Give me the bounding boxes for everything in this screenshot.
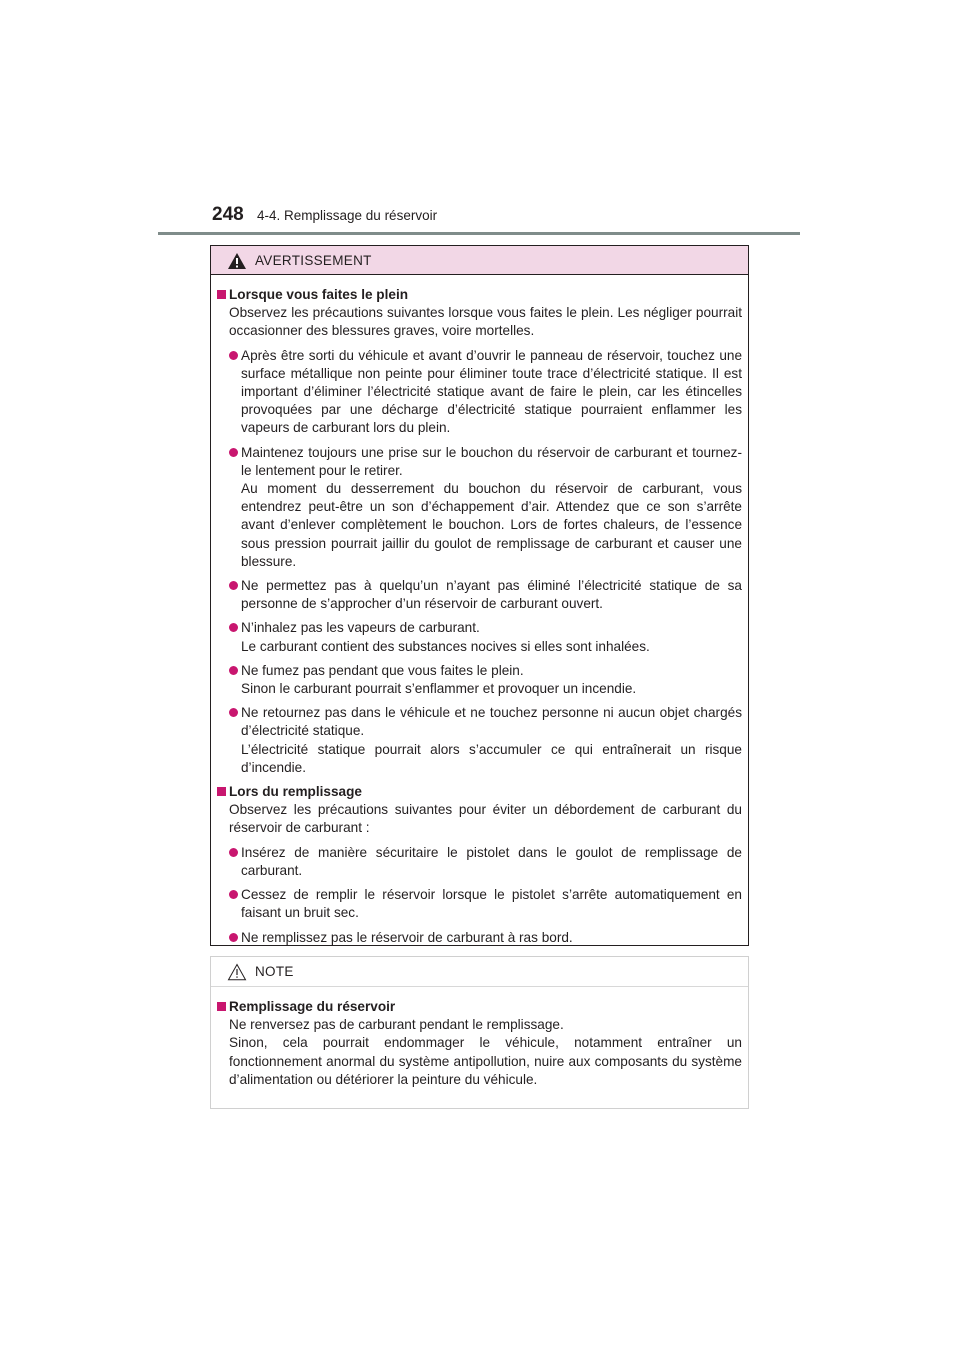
square-bullet-icon <box>217 787 226 796</box>
warning-label: AVERTISSEMENT <box>255 253 372 268</box>
section-intro: Observez les précautions suivantes lorsque vous faites le plein. Les négliger pourrait occasionner des blessures graves, voire mortelles. <box>229 305 742 339</box>
round-bullet-icon <box>229 581 238 590</box>
note-header <box>211 957 748 987</box>
warning-body <box>211 275 748 947</box>
note-body <box>211 987 748 1089</box>
square-bullet-icon <box>217 1002 226 1011</box>
note-label: NOTE <box>255 964 294 979</box>
section-title: Lors du remplissage <box>217 783 742 801</box>
section-title: Remplissage du réservoir <box>217 998 742 1016</box>
list-item: Ne retournez pas dans le véhicule et ne touchez personne ni aucun objet chargés d’électricité statique. L’électricité statique pourrait alors s’accumuler ce qui entraînerait un risque d’incendie. <box>217 704 742 777</box>
list-item: Ne permettez pas à quelqu’un n’ayant pas éliminé l’électricité statique de sa personne de s’approcher d’un réservoir de carburant ouvert. <box>217 577 742 613</box>
round-bullet-icon <box>229 708 238 717</box>
header-rule <box>158 232 800 235</box>
section-header-title: 4-4. Remplissage du réservoir <box>257 208 438 223</box>
section-title: Lorsque vous faites le plein <box>217 286 742 304</box>
warning-section <box>217 783 742 947</box>
round-bullet-icon <box>229 848 238 857</box>
warning-header <box>211 246 748 275</box>
list-item: Ne fumez pas pendant que vous faites le plein. Sinon le carburant pourrait s’enflammer et provoquer un incendie. <box>217 662 742 698</box>
round-bullet-icon <box>229 933 238 942</box>
caution-triangle-outline-icon <box>227 963 247 981</box>
list-item: Après être sorti du véhicule et avant d’ouvrir le panneau de réservoir, touchez une surface métallique non peinte pour éliminer toute trace d’électricité statique. Il est important d’éliminer l’électricité statique avant de faire le plein, car les étincelles provoquées par une décharge d’électricité statique pourraient enflammer les vapeurs de carburant lors du plein. <box>217 347 742 438</box>
round-bullet-icon <box>229 351 238 360</box>
list-item: Insérez de manière sécuritaire le pistolet dans le goulot de remplissage de carburant. <box>217 844 742 880</box>
warning-section <box>217 286 742 777</box>
note-text: Ne renversez pas de carburant pendant le remplissage. Sinon, cela pourrait endommager le véhicule, notamment entraîner un fonctionnement anormal du système antipollution, nuire aux composants du système d’alimentation ou détériorer la peinture du véhicule. <box>229 1017 742 1087</box>
round-bullet-icon <box>229 666 238 675</box>
warning-triangle-icon <box>227 252 247 270</box>
list-item: N’inhalez pas les vapeurs de carburant. Le carburant contient des substances nocives si elles sont inhalées. <box>217 619 742 655</box>
list-item: Cessez de remplir le réservoir lorsque le pistolet s’arrête automatiquement en faisant un bruit sec. <box>217 886 742 922</box>
square-bullet-icon <box>217 290 226 299</box>
warning-box <box>210 245 749 946</box>
list-item: Maintenez toujours une prise sur le bouchon du réservoir de carburant et tournez-le lentement pour le retirer. Au moment du desserrement du bouchon du réservoir de carburant, vous entendrez peut-être un son d’échappement d’air. Attendez que ce son s’arrête avant d’enlever complètement le bouchon. Lors de fortes chaleurs, de l’essence sous pression pourrait jaillir du goulot de remplissage de carburant et causer une blessure. <box>217 444 742 571</box>
section-intro: Observez les précautions suivantes pour éviter un débordement de carburant du réservoir de carburant : <box>229 802 742 836</box>
page-number: 248 <box>212 204 244 225</box>
note-box <box>210 956 749 1109</box>
list-item: Ne remplissez pas le réservoir de carburant à ras bord. <box>217 929 742 947</box>
round-bullet-icon <box>229 623 238 632</box>
round-bullet-icon <box>229 448 238 457</box>
round-bullet-icon <box>229 890 238 899</box>
